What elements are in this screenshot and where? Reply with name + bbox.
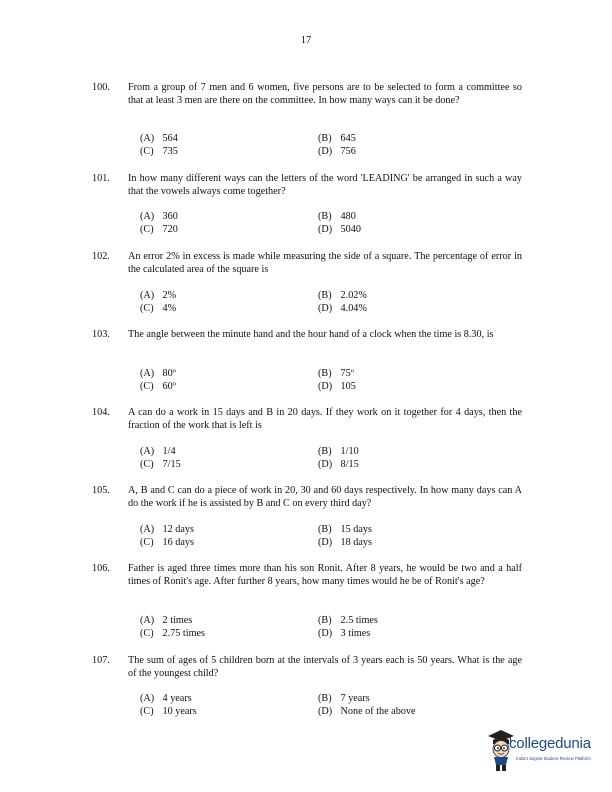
option-a xyxy=(140,446,176,458)
option-d xyxy=(318,146,356,158)
option-d xyxy=(318,537,372,549)
question-number: 106. xyxy=(92,563,110,574)
option-label: (B) xyxy=(318,693,332,704)
option-label: (C) xyxy=(140,303,154,314)
option-a xyxy=(140,133,178,145)
option-b xyxy=(318,290,367,302)
option-text: 10 years xyxy=(162,706,197,717)
option-text: 2.75 times xyxy=(162,628,205,639)
option-b xyxy=(318,368,354,380)
option-text: 80º xyxy=(162,368,176,379)
collegedunia-logo xyxy=(486,727,606,777)
question-text: Father is aged three times more than his son Ronit. After 8 years, he would be two and a half times of Ronit's age. After further 8 years, how many times would he be of Ronit's age? xyxy=(128,563,522,587)
option-label: (C) xyxy=(140,381,154,392)
option-c xyxy=(140,537,194,549)
option-d xyxy=(318,459,359,471)
option-d xyxy=(318,303,367,315)
option-a xyxy=(140,290,176,302)
option-label: (D) xyxy=(318,628,333,639)
option-c xyxy=(140,628,205,640)
option-d xyxy=(318,381,356,393)
option-label: (B) xyxy=(318,133,332,144)
question-104 xyxy=(92,407,522,432)
option-text: 735 xyxy=(162,146,178,157)
option-b xyxy=(318,133,356,145)
option-c xyxy=(140,224,178,236)
option-text: 2.02% xyxy=(340,290,367,301)
question-text: In how many different ways can the letters of the word 'LEADING' be arranged in such a way that the vowels always come together? xyxy=(128,173,522,197)
question-text: An error 2% in excess is made while measuring the side of a square. The percentage of error in the calculated area of the square is xyxy=(128,251,522,275)
question-102 xyxy=(92,251,522,276)
question-number: 102. xyxy=(92,251,110,262)
option-text: 1/10 xyxy=(340,446,359,457)
option-label: (D) xyxy=(318,459,333,470)
option-text: 105 xyxy=(340,381,356,392)
option-label: (B) xyxy=(318,446,332,457)
option-text: 5040 xyxy=(340,224,361,235)
option-label: (A) xyxy=(140,446,155,457)
question-105 xyxy=(92,485,522,510)
question-103 xyxy=(92,329,522,342)
question-number: 105. xyxy=(92,485,110,496)
option-b xyxy=(318,211,356,223)
option-text: 4 years xyxy=(162,693,192,704)
question-100 xyxy=(92,82,522,107)
option-text: 645 xyxy=(340,133,356,144)
option-label: (D) xyxy=(318,303,333,314)
option-text: 2.5 times xyxy=(340,615,378,626)
question-106 xyxy=(92,563,522,588)
option-text: 75º xyxy=(340,368,354,379)
option-label: (A) xyxy=(140,211,155,222)
question-number: 107. xyxy=(92,655,110,666)
option-text: 3 times xyxy=(340,628,371,639)
option-d xyxy=(318,706,416,718)
option-label: (A) xyxy=(140,368,155,379)
logo-wordmark: collegedunia xyxy=(509,735,591,752)
option-label: (C) xyxy=(140,537,154,548)
question-text: The angle between the minute hand and the hour hand of a clock when the time is 8.30, is xyxy=(128,329,494,340)
option-text: 4% xyxy=(162,303,177,314)
page-number: 17 xyxy=(300,35,312,46)
option-d xyxy=(318,628,370,640)
option-text: 2 times xyxy=(162,615,193,626)
option-text: 8/15 xyxy=(340,459,359,470)
option-text: 360 xyxy=(162,211,178,222)
option-label: (C) xyxy=(140,146,154,157)
option-label: (B) xyxy=(318,290,332,301)
option-text: 480 xyxy=(340,211,356,222)
option-a xyxy=(140,368,176,380)
option-c xyxy=(140,706,197,718)
question-number: 104. xyxy=(92,407,110,418)
option-c xyxy=(140,303,176,315)
option-text: 18 days xyxy=(340,537,372,548)
option-label: (A) xyxy=(140,615,155,626)
option-label: (C) xyxy=(140,628,154,639)
option-label: (C) xyxy=(140,224,154,235)
option-text: 4.04% xyxy=(340,303,367,314)
question-text: A can do a work in 15 days and B in 20 days. If they work on it together for 4 days, then the fraction of the work that is left is xyxy=(128,407,522,431)
option-d xyxy=(318,224,361,236)
option-label: (B) xyxy=(318,615,332,626)
question-number: 101. xyxy=(92,173,110,184)
option-label: (D) xyxy=(318,706,333,717)
option-label: (A) xyxy=(140,290,155,301)
question-text: From a group of 7 men and 6 women, five persons are to be selected to form a committee so that at least 3 men are there on the committee. In how many ways can it be done? xyxy=(128,82,522,106)
option-text: 16 days xyxy=(162,537,194,548)
option-label: (D) xyxy=(318,224,333,235)
question-107 xyxy=(92,655,522,680)
option-text: 12 days xyxy=(162,524,194,535)
question-text: The sum of ages of 5 children born at the intervals of 3 years each is 50 years. What is the age of the youngest child? xyxy=(128,655,522,679)
option-text: 1/4 xyxy=(162,446,176,457)
option-a xyxy=(140,615,192,627)
option-text: 720 xyxy=(162,224,178,235)
option-label: (C) xyxy=(140,459,154,470)
option-label: (B) xyxy=(318,211,332,222)
option-text: 7 years xyxy=(340,693,370,704)
option-label: (B) xyxy=(318,368,332,379)
option-b xyxy=(318,524,372,536)
option-label: (A) xyxy=(140,693,155,704)
option-label: (D) xyxy=(318,381,333,392)
option-label: (D) xyxy=(318,146,333,157)
option-text: 60º xyxy=(162,381,176,392)
option-label: (D) xyxy=(318,537,333,548)
option-label: (A) xyxy=(140,133,155,144)
option-text: 7/15 xyxy=(162,459,181,470)
logo-tagline: India's largest Student Review Platform xyxy=(516,756,591,761)
option-b xyxy=(318,693,370,705)
option-text: 564 xyxy=(162,133,178,144)
option-text: 2% xyxy=(162,290,177,301)
option-b xyxy=(318,446,359,458)
option-label: (B) xyxy=(318,524,332,535)
option-a xyxy=(140,524,194,536)
option-label: (A) xyxy=(140,524,155,535)
question-text: A, B and C can do a piece of work in 20, 30 and 60 days respectively. In how many days can A do the work if he is assisted by B and C on every third day? xyxy=(128,485,522,509)
option-label: (C) xyxy=(140,706,154,717)
option-a xyxy=(140,211,178,223)
option-c xyxy=(140,459,181,471)
option-b xyxy=(318,615,378,627)
question-number: 100. xyxy=(92,82,110,93)
option-c xyxy=(140,381,176,393)
question-101 xyxy=(92,173,522,198)
option-a xyxy=(140,693,192,705)
option-text: 15 days xyxy=(340,524,372,535)
option-text: 756 xyxy=(340,146,356,157)
question-number: 103. xyxy=(92,329,110,340)
option-text: None of the above xyxy=(340,706,416,717)
option-c xyxy=(140,146,178,158)
